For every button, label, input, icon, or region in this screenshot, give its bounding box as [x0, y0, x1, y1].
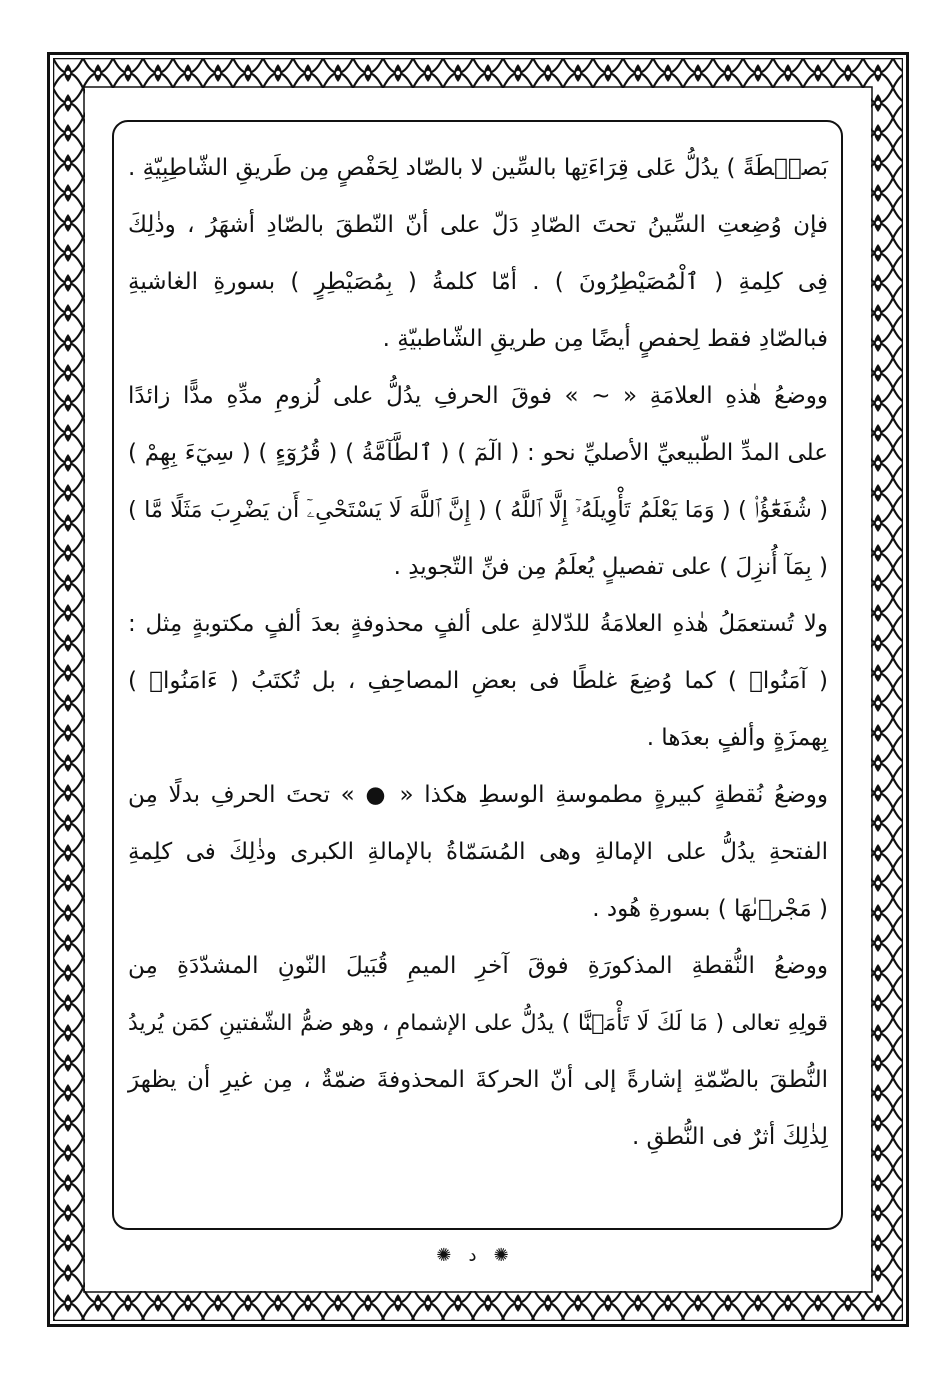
page-number	[0, 1245, 945, 1266]
page-number-ornament-left: ✺	[493, 1245, 509, 1266]
text-line: بِهمزَةٍ وألفٍ بعدَها .	[646, 725, 828, 751]
text-line: ووضعُ هٰذهِ العلامَةِ « ~ » فوقَ الحرفِ يدُلُّ على لُزومِ مدِّهِ مدًّا زائدًا	[128, 383, 828, 409]
page-number-ornament-right: ✺	[436, 1245, 452, 1266]
text-line: ( آمَنُوا۟ ) كما وُضِعَ غلطًا فى بعضِ المصاحِفِ ، بل تُكتَبُ ( ءَامَنُوا۟ )	[128, 668, 828, 694]
text-line: قولِهِ تعالى ( مَا لَكَ لَا تَأْمَ۫نَّا ) يدُلُّ على الإشمامِ ، وهو ضمُّ الشّفتينِ كمَن يُريدُ	[128, 1011, 828, 1036]
text-line: ووضعُ نُقطةٍ كبيرةٍ مطموسةِ الوسطِ هكذا « ● » تحتَ الحرفِ بدلًا مِن	[128, 782, 828, 808]
text-line: النُّطقَ بالضّمّةِ إشارةً إلى أنّ الحركةَ المحذوفةَ ضمّةٌ ، مِن غيرِ أن يظهرَ	[128, 1067, 828, 1093]
text-line: فبالصّادِ فقط لِحفصٍ أيضًا مِن طريقِ الشّاطبيّةِ .	[382, 326, 828, 352]
text-line: ( مَجْر۪ىٰهَا ) بسورةِ هُود .	[592, 896, 828, 922]
text-line: ووضعُ النُّقطةِ المذكورَةِ فوقَ آخرِ الميمِ قُبَيلَ النّونِ المشدّدَةِ مِن	[128, 953, 828, 979]
text-line: على المدِّ الطّبيعيِّ الأصليِّ نحو : ( الٓمٓ ) ( ٱلطَّآمَّةُ ) ( قُرُوٓءٍ ) ( سِيٓءَ بِهِمْ )	[128, 440, 828, 466]
text-line: ( بِمَآ أُنزِلَ ) على تفصيلٍ يُعلَمُ مِن فنِّ التّجويدِ .	[393, 554, 828, 580]
text-line: الفتحةِ يدُلُّ على الإمالةِ وهى المُسَمّاةُ بالإمالةِ الكبرى وذٰلِكَ فى كلِمةِ	[128, 839, 828, 865]
text-line: ( شُفَعَٰٓؤُا۟ ) ( وَمَا يَعْلَمُ تَأْوِيلَهُۥٓ إِلَّا ٱللَّهُ ) ( إِنَّ ٱللَّهَ لَا يَسْتَحْىِۦٓ أَن يَضْرِبَ مَثَلًا مَّا )	[128, 497, 828, 523]
page-number-label: د	[468, 1245, 477, 1266]
text-line: فإن وُضِعتِ السِّينُ تحتَ الصّادِ دَلّ على أنّ النّطقَ بالصّادِ أشهَرُ ، وذٰلِكَ	[128, 212, 828, 238]
text-line: لِذٰلِكَ أثرٌ فى النُّطقِ .	[631, 1124, 828, 1150]
text-line: فِى كلِمةِ ( ٱلْمُصَيْطِرُونَ ) . أمّا كلمةُ ( بِمُصَيْطِرٍ ) بسورةِ الغاشيةِ	[128, 269, 828, 295]
page-text	[128, 140, 828, 1166]
text-line: بَصۜۜطَةً ) يدُلُّ عَلى قِرَاءَتِها بالسِّين لا بالصّاد لِحَفْصٍ مِن طَريقِ الشّاطِبِيّةِ .	[128, 155, 828, 181]
text-line: ولا تُستعمَلُ هٰذهِ العلامَةُ للدّلالةِ على ألفٍ محذوفةٍ بعدَ ألفٍ مكتوبةٍ مِثل :	[128, 611, 828, 637]
